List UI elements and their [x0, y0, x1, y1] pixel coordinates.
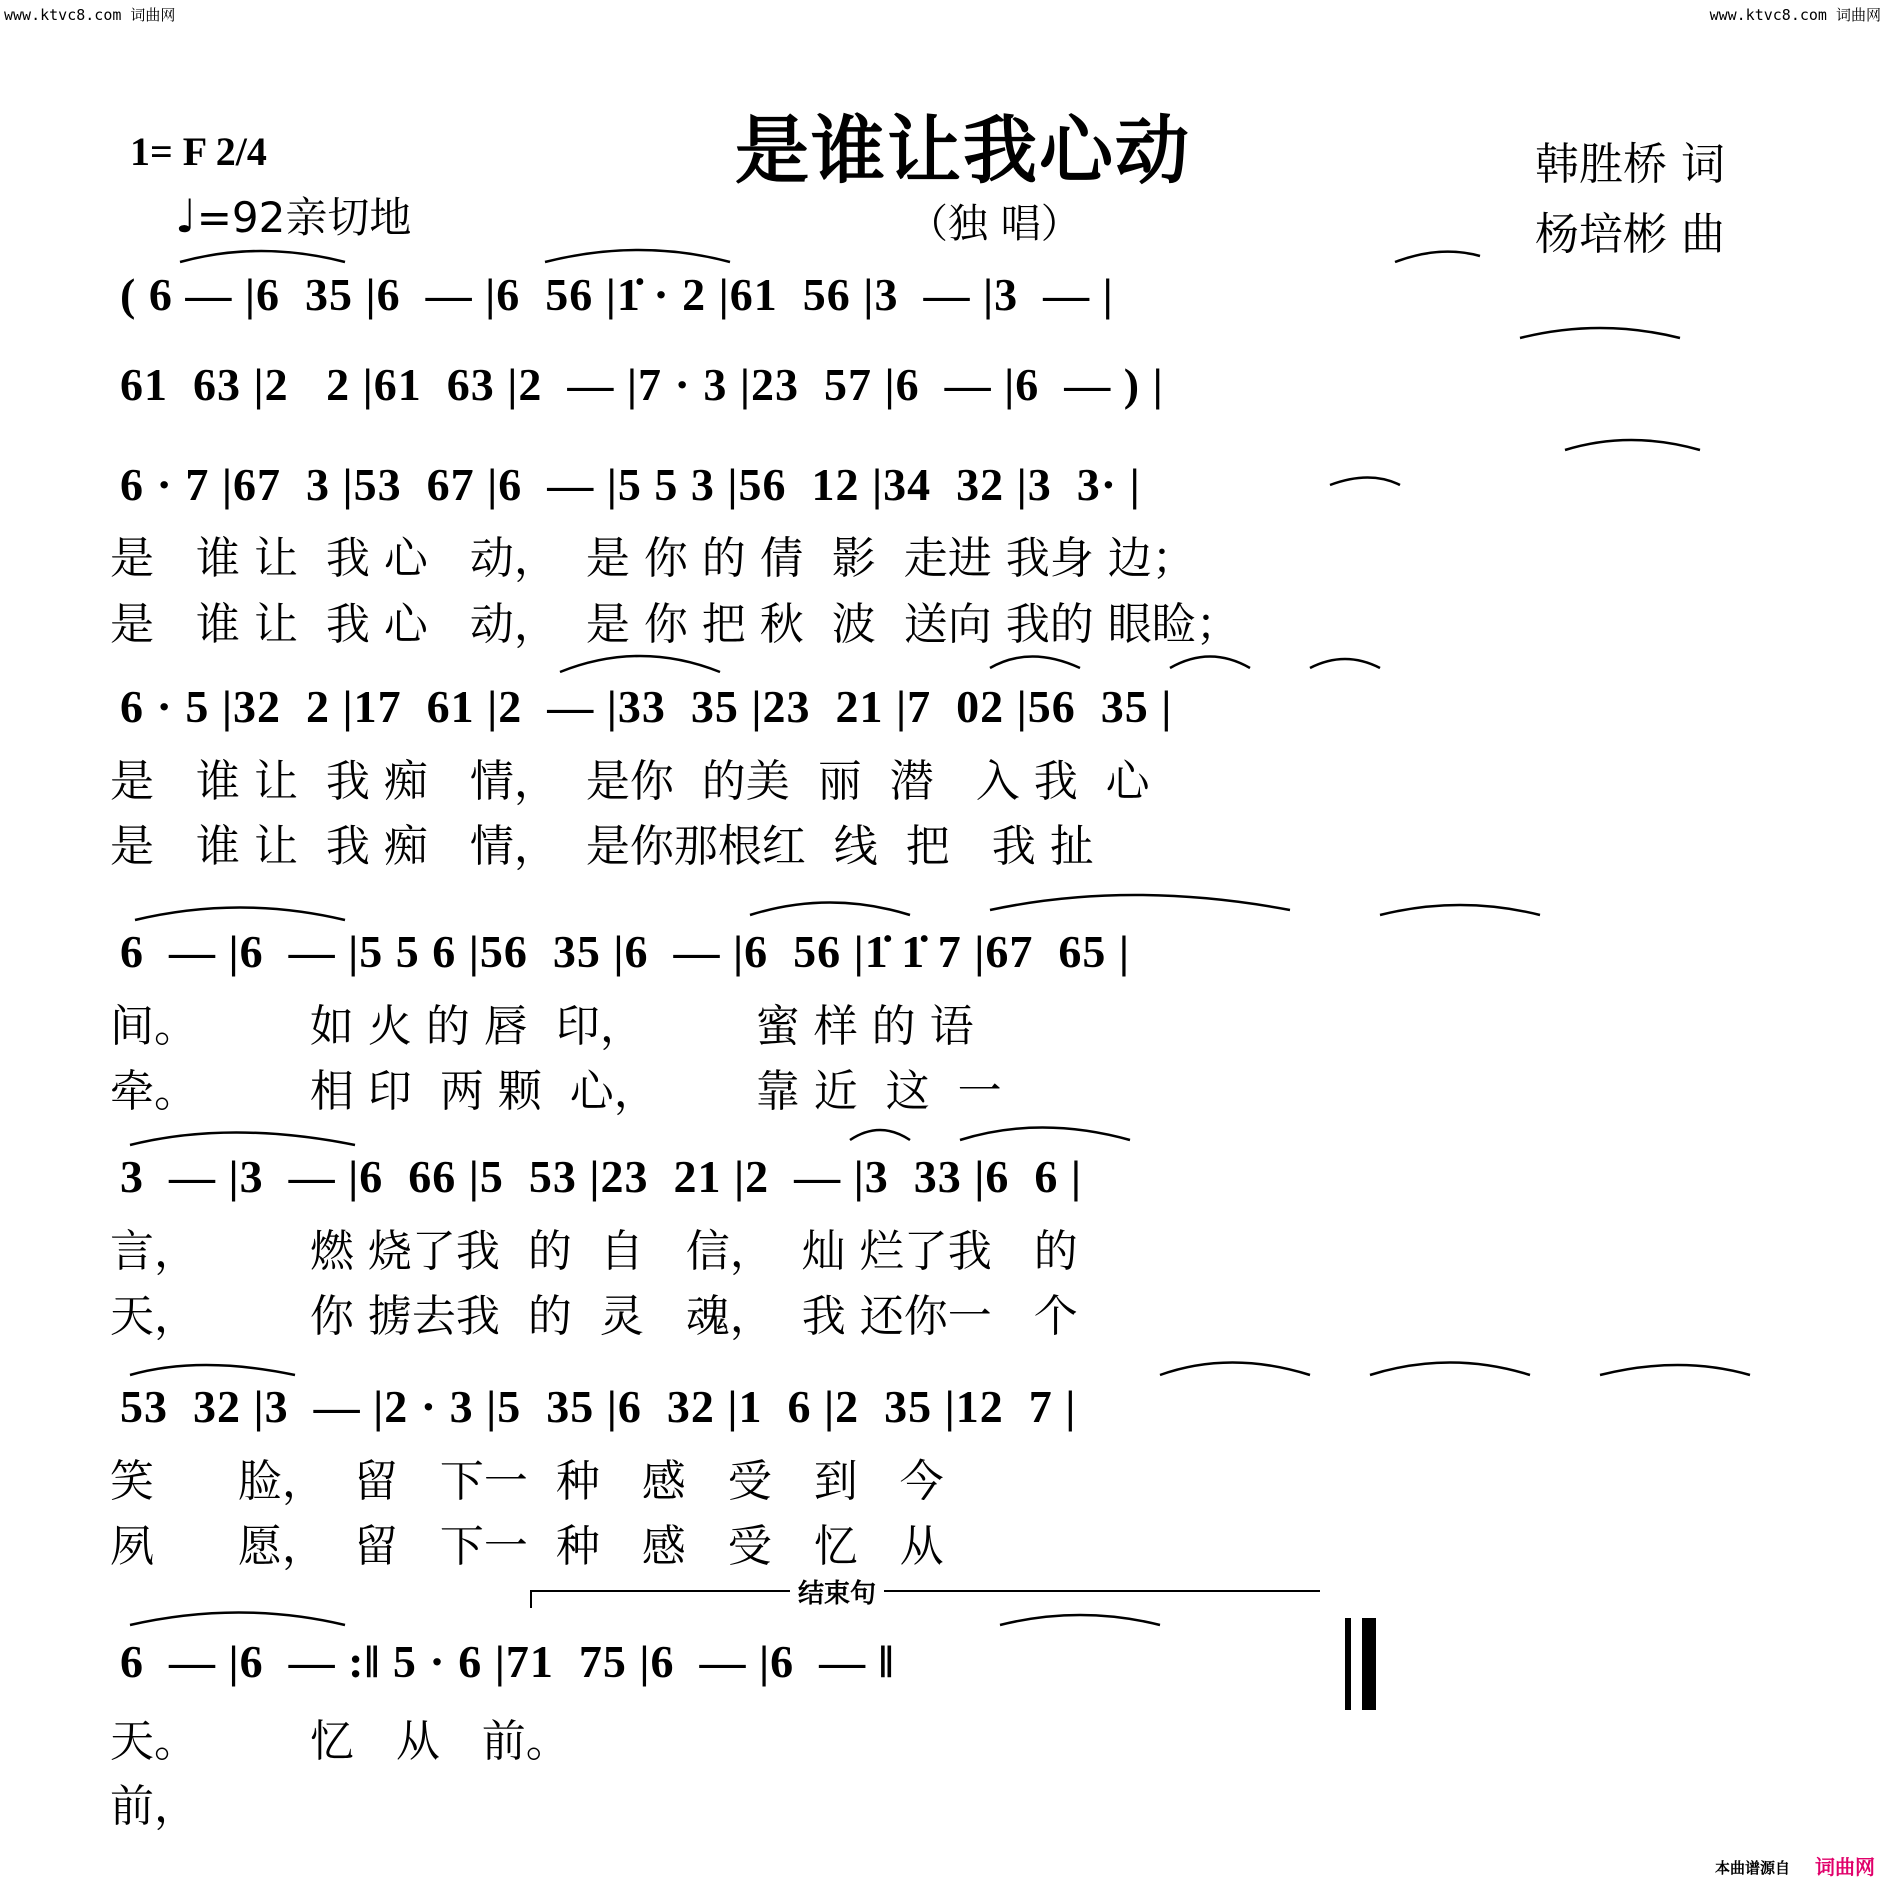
lyricist-credit: 韩胜桥 词 [1535, 139, 1725, 190]
slur [960, 1128, 1130, 1141]
score-line-4-lyric-2: 是 谁 让 我 痴 情， 是你那根红 线 把 我 扯 [110, 821, 1094, 872]
key-signature: 1= F 2/4 [130, 129, 267, 174]
source-text: 本曲谱源自 [1714, 1859, 1790, 1877]
slur [1000, 1615, 1160, 1625]
slur [990, 657, 1080, 669]
watermark-left: www.ktvc8.com 词曲网 [4, 6, 176, 24]
score-line-4-lyric-1: 是 谁 让 我 痴 情， 是你 的美 丽 潜 入 我 心 [110, 756, 1150, 807]
quarter-note-icon: ♩ [175, 189, 197, 243]
score-line-3-lyric-2: 是 谁 让 我 心 动， 是 你 把 秋 波 送向 我的 眼睑； [110, 599, 1240, 650]
score-line-8-lyric-2: 前， [110, 1781, 198, 1832]
final-barline-thick [1345, 1618, 1351, 1710]
score-line-8-notes: 6 — |6 — :‖ 5 · 6 |71 75 |6 — |6 — ‖ [120, 1636, 895, 1687]
slur [750, 903, 910, 916]
score-line-5-lyric-2: 牵。 相 印 两 颗 心， 靠 近 这 一 [110, 1066, 1002, 1117]
tempo-expression: 亲切地 [285, 193, 412, 242]
slur [180, 251, 345, 262]
slur [560, 656, 720, 672]
watermark-right: www.ktvc8.com 词曲网 [1709, 6, 1881, 24]
slur [1395, 252, 1480, 262]
score-line-3-lyric-1: 是 谁 让 我 心 动， 是 你 的 倩 影 走进 我身 边； [110, 533, 1196, 584]
slur [1380, 905, 1540, 915]
score-line-7-lyric-1: 笑 脸， 留 下一 种 感 受 到 今 [110, 1456, 944, 1507]
ending-label: 结束句 [790, 1573, 884, 1610]
score-line-6-lyric-2: 天， 你 掳去我 的 灵 魂， 我 还你一 个 [110, 1291, 1078, 1342]
slur [1370, 1363, 1530, 1376]
slur [135, 908, 345, 921]
score-line-6-notes: 3 — |3 — |6 66 |5 53 |23 21 |2 — |3 33 |6 6 | [120, 1151, 1083, 1202]
slur [130, 1133, 355, 1146]
site-logo: 词曲网 [1815, 1855, 1875, 1879]
slur [990, 895, 1290, 910]
slur [545, 250, 730, 262]
slur [1170, 657, 1250, 669]
score-line-5-lyric-1: 间。 如 火 的 唇 印， 蜜 样 的 语 [110, 1001, 974, 1052]
score-line-7-lyric-2: 夙 愿， 留 下一 种 感 受 忆 从 [110, 1521, 944, 1572]
slur [1520, 328, 1680, 338]
score-line-7-notes: 53 32 |3 — |2 · 3 |5 35 |6 32 |1 6 |2 35 |12 7 | [120, 1381, 1077, 1432]
score-line-4-notes: 6 · 5 |32 2 |17 61 |2 — |33 35 |23 21 |7 02 |56 35 | [120, 681, 1173, 732]
slur [130, 1365, 295, 1375]
song-title: 是谁让我心动 [735, 108, 1191, 194]
score-line-5-notes: 6 — |6 — |5 5 6 |56 35 |6 — |6 56 |1̇ 1̇ 7 |67 65 | [120, 926, 1131, 977]
final-barline-heavy [1362, 1618, 1376, 1710]
slur [1330, 478, 1400, 486]
song-subtitle: （独 唱） [908, 201, 1081, 247]
slur [1565, 440, 1700, 450]
slur [1160, 1363, 1310, 1376]
composer-credit: 杨培彬 曲 [1535, 209, 1725, 260]
score-line-3-notes: 6 · 7 |67 3 |53 67 |6 — |5 5 3 |56 12 |34 32 |3 3· | [120, 459, 1141, 510]
score-line-8-lyric-1: 天。 忆 从 前。 [110, 1716, 570, 1767]
slur [850, 1130, 910, 1140]
score-line-1-notes: ( 6 — |6 35 |6 — |6 56 |1̇ · 2 |61 56 |3 — |3 — | [120, 269, 1114, 320]
slur [1600, 1365, 1750, 1375]
tempo-value: =92 [196, 193, 286, 242]
score-line-2-notes: 61 63 |2 2 |61 63 |2 — |7 · 3 |23 57 |6 — |6 — ) | [120, 359, 1164, 410]
slur [130, 1613, 345, 1626]
slur [1310, 659, 1380, 668]
score-line-6-lyric-1: 言， 燃 烧了我 的 自 信， 灿 烂了我 的 [110, 1226, 1078, 1277]
